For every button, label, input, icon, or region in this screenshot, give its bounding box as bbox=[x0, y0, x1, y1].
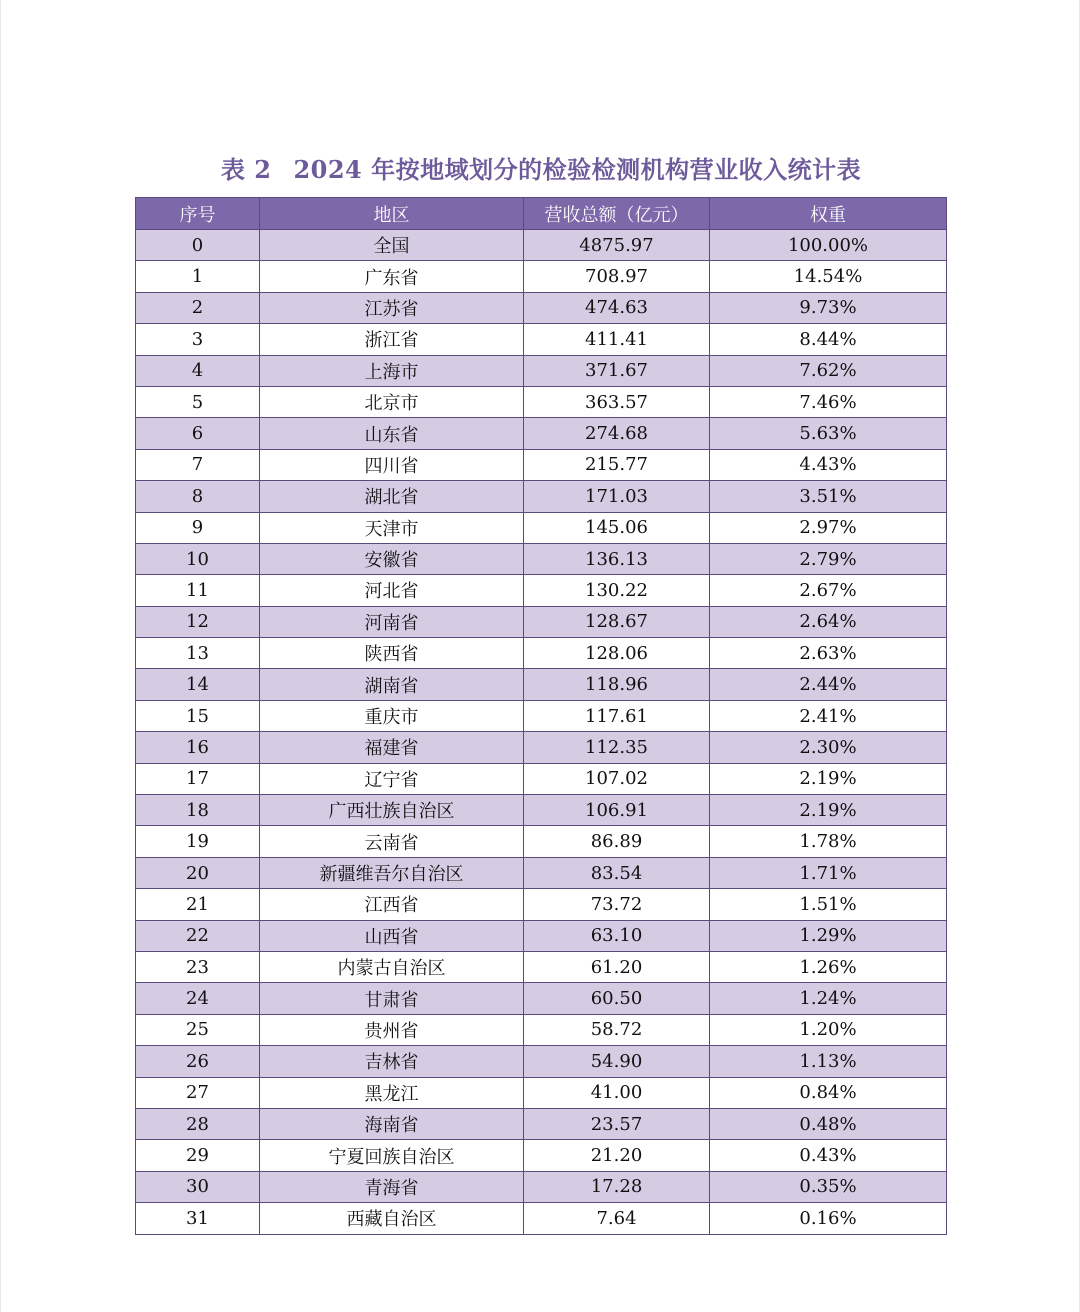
cell-index: 31 bbox=[136, 1203, 260, 1234]
cell-region: 宁夏回族自治区 bbox=[260, 1140, 524, 1171]
table-row bbox=[136, 261, 947, 292]
cell-weight: 2.41% bbox=[710, 700, 947, 731]
cell-index: 19 bbox=[136, 826, 260, 857]
cell-index: 6 bbox=[136, 418, 260, 449]
cell-region: 河南省 bbox=[260, 606, 524, 637]
cell-index: 7 bbox=[136, 449, 260, 480]
table-row bbox=[136, 1108, 947, 1139]
cell-region: 四川省 bbox=[260, 449, 524, 480]
table-header-row bbox=[136, 198, 947, 230]
cell-region: 河北省 bbox=[260, 575, 524, 606]
table-row bbox=[136, 920, 947, 951]
table-row bbox=[136, 418, 947, 449]
cell-index: 12 bbox=[136, 606, 260, 637]
cell-weight: 7.62% bbox=[710, 355, 947, 386]
table-row bbox=[136, 575, 947, 606]
cell-revenue: 128.06 bbox=[524, 638, 710, 669]
cell-region: 湖南省 bbox=[260, 669, 524, 700]
cell-weight: 2.19% bbox=[710, 763, 947, 794]
cell-weight: 2.97% bbox=[710, 512, 947, 543]
table-row bbox=[136, 669, 947, 700]
table-row bbox=[136, 826, 947, 857]
cell-region: 吉林省 bbox=[260, 1046, 524, 1077]
cell-index: 10 bbox=[136, 543, 260, 574]
table-row bbox=[136, 230, 947, 261]
table-row bbox=[136, 355, 947, 386]
table-row bbox=[136, 512, 947, 543]
table-row bbox=[136, 951, 947, 982]
cell-index: 28 bbox=[136, 1108, 260, 1139]
cell-index: 1 bbox=[136, 261, 260, 292]
cell-index: 16 bbox=[136, 732, 260, 763]
cell-revenue: 23.57 bbox=[524, 1108, 710, 1139]
table-row bbox=[136, 1077, 947, 1108]
cell-region: 江西省 bbox=[260, 889, 524, 920]
cell-region: 青海省 bbox=[260, 1171, 524, 1202]
cell-region: 江苏省 bbox=[260, 292, 524, 323]
cell-index: 9 bbox=[136, 512, 260, 543]
cell-weight: 14.54% bbox=[710, 261, 947, 292]
cell-weight: 5.63% bbox=[710, 418, 947, 449]
cell-weight: 1.20% bbox=[710, 1014, 947, 1045]
cell-region: 辽宁省 bbox=[260, 763, 524, 794]
table-row bbox=[136, 481, 947, 512]
table-row bbox=[136, 1140, 947, 1171]
cell-revenue: 54.90 bbox=[524, 1046, 710, 1077]
cell-revenue: 107.02 bbox=[524, 763, 710, 794]
cell-weight: 1.24% bbox=[710, 983, 947, 1014]
cell-revenue: 136.13 bbox=[524, 543, 710, 574]
cell-weight: 7.46% bbox=[710, 386, 947, 417]
cell-weight: 1.51% bbox=[710, 889, 947, 920]
cell-revenue: 17.28 bbox=[524, 1171, 710, 1202]
cell-revenue: 130.22 bbox=[524, 575, 710, 606]
table-row bbox=[136, 1171, 947, 1202]
cell-index: 27 bbox=[136, 1077, 260, 1108]
cell-weight: 9.73% bbox=[710, 292, 947, 323]
cell-weight: 2.64% bbox=[710, 606, 947, 637]
table-row bbox=[136, 543, 947, 574]
cell-revenue: 128.67 bbox=[524, 606, 710, 637]
cell-index: 26 bbox=[136, 1046, 260, 1077]
cell-revenue: 60.50 bbox=[524, 983, 710, 1014]
cell-revenue: 106.91 bbox=[524, 795, 710, 826]
table-row bbox=[136, 857, 947, 888]
table-row bbox=[136, 889, 947, 920]
cell-index: 3 bbox=[136, 324, 260, 355]
cell-weight: 3.51% bbox=[710, 481, 947, 512]
cell-weight: 100.00% bbox=[710, 230, 947, 261]
table-row bbox=[136, 386, 947, 417]
cell-revenue: 7.64 bbox=[524, 1203, 710, 1234]
table-title-label: 表 2 bbox=[220, 155, 272, 184]
cell-revenue: 171.03 bbox=[524, 481, 710, 512]
cell-weight: 4.43% bbox=[710, 449, 947, 480]
cell-weight: 1.78% bbox=[710, 826, 947, 857]
header-region: 地区 bbox=[260, 198, 524, 230]
table-title-text: 2024 年按地域划分的检验检测机构营业收入统计表 bbox=[293, 155, 862, 184]
cell-region: 甘肃省 bbox=[260, 983, 524, 1014]
table-row bbox=[136, 606, 947, 637]
cell-index: 15 bbox=[136, 700, 260, 731]
cell-revenue: 61.20 bbox=[524, 951, 710, 982]
cell-index: 14 bbox=[136, 669, 260, 700]
cell-revenue: 73.72 bbox=[524, 889, 710, 920]
cell-revenue: 215.77 bbox=[524, 449, 710, 480]
cell-index: 17 bbox=[136, 763, 260, 794]
cell-revenue: 41.00 bbox=[524, 1077, 710, 1108]
cell-weight: 1.26% bbox=[710, 951, 947, 982]
cell-weight: 0.35% bbox=[710, 1171, 947, 1202]
cell-region: 贵州省 bbox=[260, 1014, 524, 1045]
cell-revenue: 363.57 bbox=[524, 386, 710, 417]
cell-weight: 2.19% bbox=[710, 795, 947, 826]
cell-index: 18 bbox=[136, 795, 260, 826]
cell-weight: 1.71% bbox=[710, 857, 947, 888]
cell-weight: 0.43% bbox=[710, 1140, 947, 1171]
cell-index: 24 bbox=[136, 983, 260, 1014]
cell-revenue: 474.63 bbox=[524, 292, 710, 323]
cell-index: 25 bbox=[136, 1014, 260, 1045]
cell-region: 山东省 bbox=[260, 418, 524, 449]
cell-region: 陕西省 bbox=[260, 638, 524, 669]
header-weight: 权重 bbox=[710, 198, 947, 230]
cell-weight: 0.16% bbox=[710, 1203, 947, 1234]
cell-revenue: 274.68 bbox=[524, 418, 710, 449]
cell-region: 重庆市 bbox=[260, 700, 524, 731]
cell-revenue: 145.06 bbox=[524, 512, 710, 543]
cell-revenue: 21.20 bbox=[524, 1140, 710, 1171]
cell-region: 全国 bbox=[260, 230, 524, 261]
cell-weight: 2.79% bbox=[710, 543, 947, 574]
cell-revenue: 4875.97 bbox=[524, 230, 710, 261]
table-row bbox=[136, 795, 947, 826]
cell-revenue: 112.35 bbox=[524, 732, 710, 763]
cell-index: 30 bbox=[136, 1171, 260, 1202]
table-row bbox=[136, 732, 947, 763]
table-row bbox=[136, 700, 947, 731]
cell-index: 21 bbox=[136, 889, 260, 920]
cell-weight: 1.29% bbox=[710, 920, 947, 951]
cell-index: 13 bbox=[136, 638, 260, 669]
cell-index: 8 bbox=[136, 481, 260, 512]
cell-revenue: 411.41 bbox=[524, 324, 710, 355]
header-index: 序号 bbox=[136, 198, 260, 230]
cell-region: 内蒙古自治区 bbox=[260, 951, 524, 982]
cell-region: 海南省 bbox=[260, 1108, 524, 1139]
cell-index: 22 bbox=[136, 920, 260, 951]
table-title bbox=[1, 150, 1080, 185]
cell-region: 山西省 bbox=[260, 920, 524, 951]
cell-region: 安徽省 bbox=[260, 543, 524, 574]
cell-weight: 8.44% bbox=[710, 324, 947, 355]
cell-region: 浙江省 bbox=[260, 324, 524, 355]
cell-revenue: 86.89 bbox=[524, 826, 710, 857]
cell-index: 20 bbox=[136, 857, 260, 888]
cell-region: 福建省 bbox=[260, 732, 524, 763]
cell-index: 2 bbox=[136, 292, 260, 323]
cell-index: 0 bbox=[136, 230, 260, 261]
table-row bbox=[136, 292, 947, 323]
cell-region: 西藏自治区 bbox=[260, 1203, 524, 1234]
cell-revenue: 118.96 bbox=[524, 669, 710, 700]
cell-region: 湖北省 bbox=[260, 481, 524, 512]
cell-weight: 0.48% bbox=[710, 1108, 947, 1139]
header-revenue: 营收总额（亿元） bbox=[524, 198, 710, 230]
cell-weight: 2.44% bbox=[710, 669, 947, 700]
cell-weight: 2.63% bbox=[710, 638, 947, 669]
cell-index: 5 bbox=[136, 386, 260, 417]
table-row bbox=[136, 983, 947, 1014]
cell-region: 黑龙江 bbox=[260, 1077, 524, 1108]
table-row bbox=[136, 1014, 947, 1045]
table-row bbox=[136, 763, 947, 794]
table-row bbox=[136, 638, 947, 669]
table-row bbox=[136, 1203, 947, 1234]
cell-region: 云南省 bbox=[260, 826, 524, 857]
cell-region: 天津市 bbox=[260, 512, 524, 543]
cell-index: 23 bbox=[136, 951, 260, 982]
cell-revenue: 371.67 bbox=[524, 355, 710, 386]
table-body bbox=[136, 230, 947, 1235]
cell-revenue: 83.54 bbox=[524, 857, 710, 888]
table-row bbox=[136, 324, 947, 355]
cell-index: 4 bbox=[136, 355, 260, 386]
cell-region: 广东省 bbox=[260, 261, 524, 292]
cell-revenue: 708.97 bbox=[524, 261, 710, 292]
cell-region: 上海市 bbox=[260, 355, 524, 386]
cell-region: 新疆维吾尔自治区 bbox=[260, 857, 524, 888]
cell-region: 北京市 bbox=[260, 386, 524, 417]
cell-weight: 2.67% bbox=[710, 575, 947, 606]
cell-weight: 0.84% bbox=[710, 1077, 947, 1108]
table-row bbox=[136, 1046, 947, 1077]
table-row bbox=[136, 449, 947, 480]
table-header bbox=[136, 198, 947, 230]
cell-revenue: 117.61 bbox=[524, 700, 710, 731]
cell-revenue: 58.72 bbox=[524, 1014, 710, 1045]
revenue-table bbox=[135, 197, 947, 1235]
cell-index: 11 bbox=[136, 575, 260, 606]
cell-weight: 1.13% bbox=[710, 1046, 947, 1077]
cell-revenue: 63.10 bbox=[524, 920, 710, 951]
cell-region: 广西壮族自治区 bbox=[260, 795, 524, 826]
cell-weight: 2.30% bbox=[710, 732, 947, 763]
cell-index: 29 bbox=[136, 1140, 260, 1171]
